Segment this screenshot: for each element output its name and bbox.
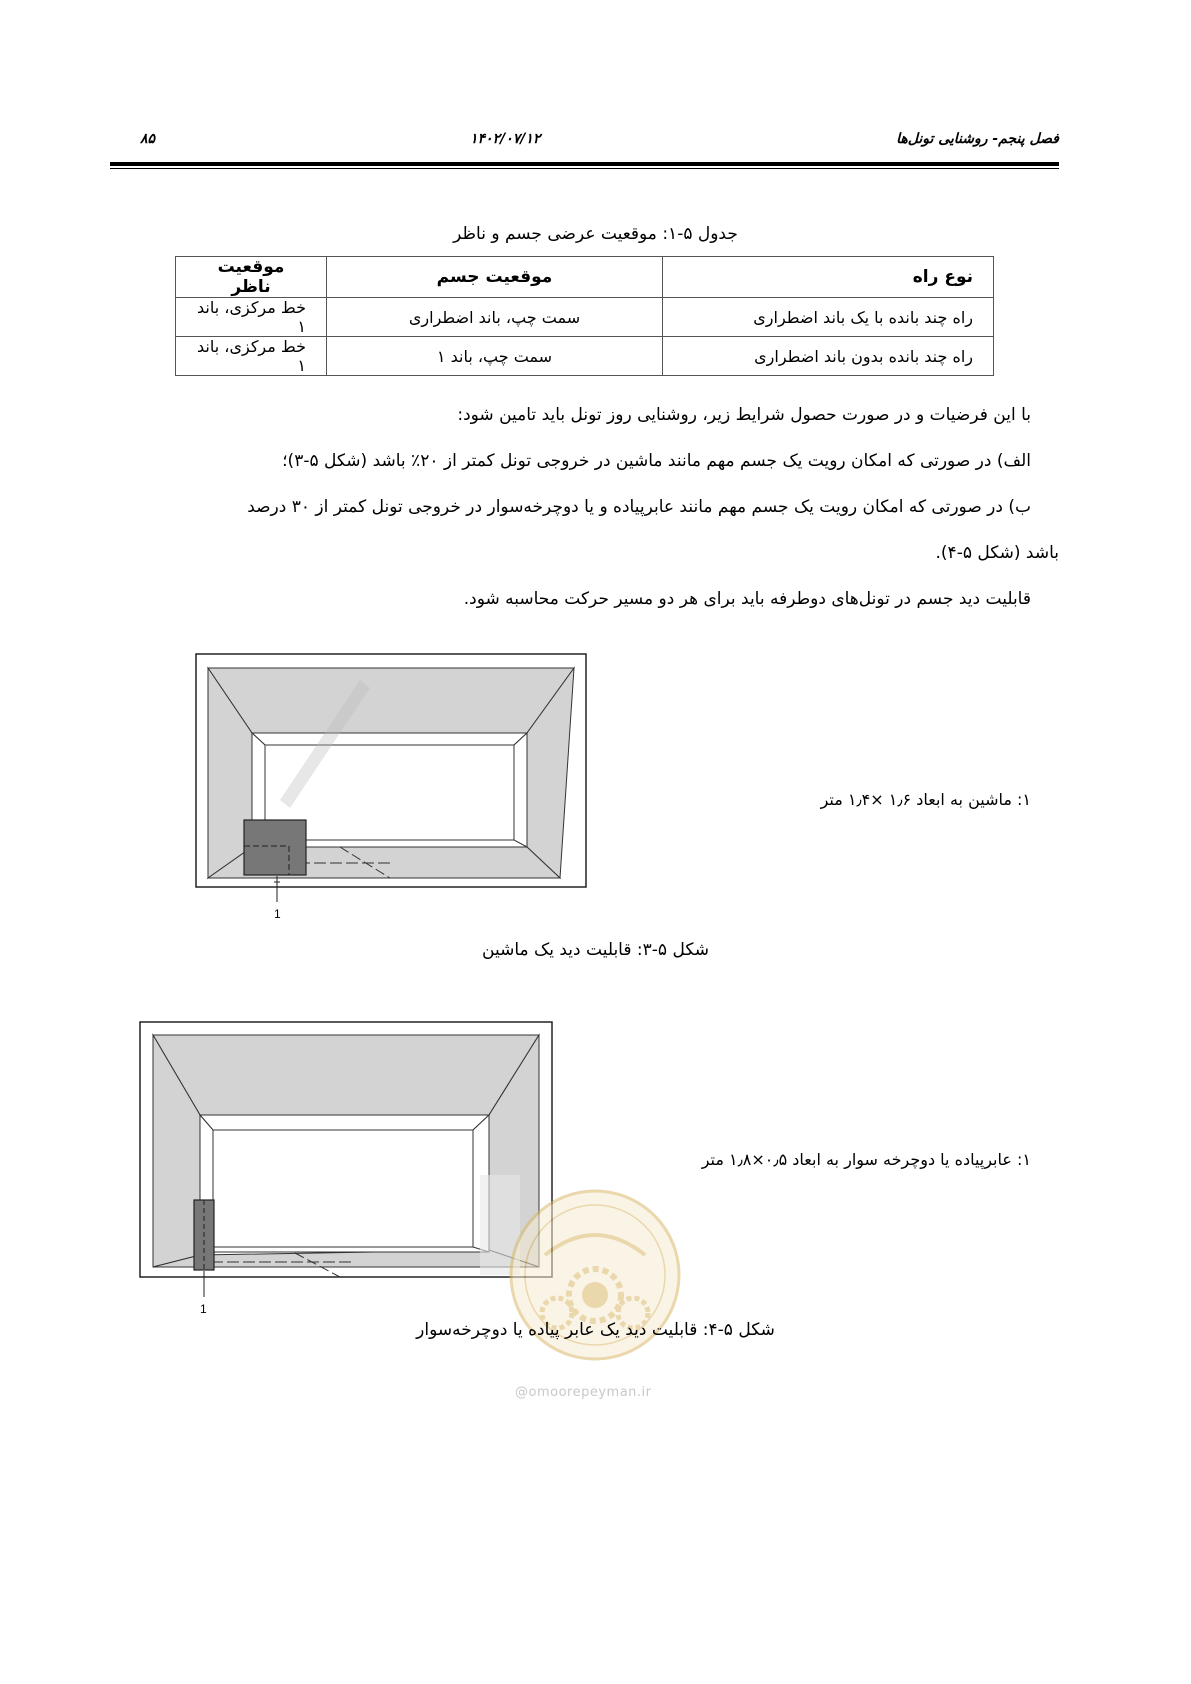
figure1-legend: ۱: ماشین به ابعاد ۱٫۶ ×۱٫۴ متر xyxy=(820,790,1031,809)
table-row xyxy=(176,337,994,376)
figure1-marker: 1 xyxy=(274,907,281,921)
header-rule xyxy=(110,162,1059,166)
figure1-caption: شکل ۵-۳: قابلیت دید یک ماشین xyxy=(482,940,709,960)
table-header-cell: موقعیت ناظر xyxy=(176,257,327,298)
car-object xyxy=(244,820,306,875)
watermark-site-url: @omoorepeyman.ir xyxy=(515,1385,652,1400)
page-number: ۸۵ xyxy=(140,131,156,147)
two-way-note: قابلیت دید جسم در تونل‌های دوطرفه باید برای هر دو مسیر حرکت محاسبه شود. xyxy=(463,589,1031,609)
table-cell: خط مرکزی، باند ۱ xyxy=(176,298,327,337)
table-header-cell: نوع راه xyxy=(663,257,994,298)
table-header-row xyxy=(176,257,994,298)
table-cell: سمت چپ، باند ۱ xyxy=(327,337,663,376)
figure-car-tunnel xyxy=(190,650,600,925)
figure2-legend: ۱: عابرپیاده یا دوچرخه سوار به ابعاد ۰٫۵×۱٫۸ متر xyxy=(701,1150,1031,1169)
table-row xyxy=(176,298,994,337)
figure-pedestrian-tunnel xyxy=(135,1015,565,1315)
header-rule-thin xyxy=(110,168,1059,169)
chapter-title: فصل پنجم- روشنایی تونل‌ها xyxy=(896,131,1059,147)
position-table xyxy=(175,256,994,376)
table-caption: جدول ۵-۱: موقعیت عرضی جسم و ناظر xyxy=(453,224,738,244)
condition-a: الف) در صورتی که امکان رویت یک جسم مهم مانند ماشین در خروجی تونل کمتر از ۲۰٪ باشد (شکل ۵-۳)؛ xyxy=(282,451,1031,471)
table-header-cell: موقعیت جسم xyxy=(327,257,663,298)
intro-paragraph: با این فرضیات و در صورت حصول شرایط زیر، روشنایی روز تونل باید تامین شود: xyxy=(457,405,1031,425)
condition-b-line2: باشد (شکل ۵-۴). xyxy=(935,543,1059,563)
table-cell: راه چند بانده بدون باند اضطراری xyxy=(663,337,994,376)
table-cell: سمت چپ، باند اضطراری xyxy=(327,298,663,337)
header-date: ۱۴۰۲/۰۷/۱۲ xyxy=(470,131,541,147)
figure2-marker: 1 xyxy=(200,1302,207,1315)
figure2-caption: شکل ۵-۴: قابلیت دید یک عابر پیاده یا دوچرخه‌سوار xyxy=(416,1320,775,1340)
table-cell: خط مرکزی، باند ۱ xyxy=(176,337,327,376)
table-cell: راه چند بانده با یک باند اضطراری xyxy=(663,298,994,337)
condition-b-line1: ب) در صورتی که امکان رویت یک جسم مهم مانند عابرپیاده و یا دوچرخه‌سوار در خروجی تونل کمتر از ۳۰ درصد xyxy=(247,497,1031,517)
